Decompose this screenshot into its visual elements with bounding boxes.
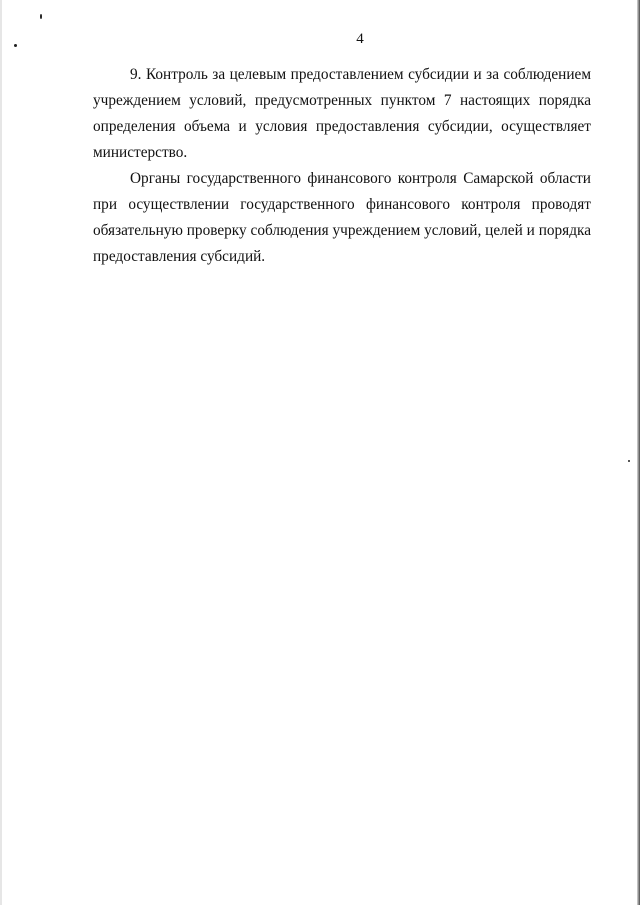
paragraph-9: 9. Контроль за целевым предоставлением субсидии и за соблюдением учреждением условий, предусмотренных пунктом 7 настоящих порядка определения объема и условия предоставления субсидии, осуществляет министерство. [93, 66, 591, 161]
paragraph-financial-control: Органы государственного финансового контроля Самарской области при осуществлении государственного финансового контроля проводят обязательную проверку соблюдения учреждением условий, целей и порядка предоставления субсидий. [93, 170, 591, 265]
scan-speck [40, 14, 42, 19]
scan-edge-left [0, 0, 2, 905]
page-number: 4 [356, 31, 364, 47]
document-body [93, 62, 591, 270]
scan-speck [628, 460, 630, 462]
